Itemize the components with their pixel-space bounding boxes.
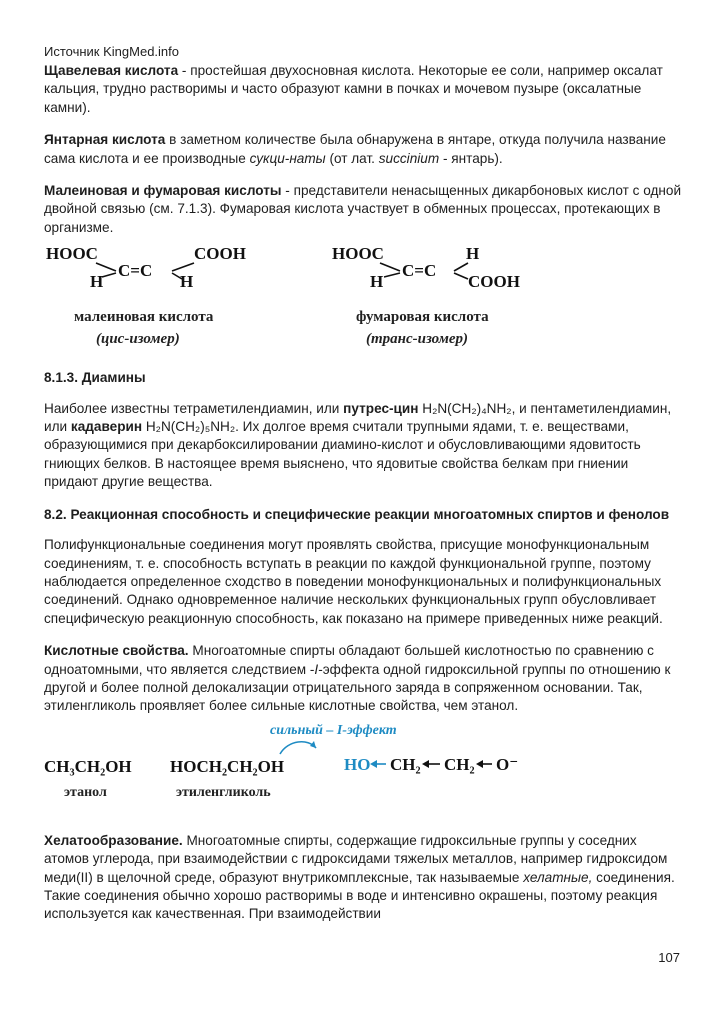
ethanol-formula: CH₃CH₂OH (44, 756, 132, 776)
maleic-hooc: HOOC (46, 244, 98, 264)
figure-acidity (44, 724, 684, 820)
text-succinic-1: в заметном количестве была обнаружена в янтаре, откуда получила название сама кислота и ее производные (44, 132, 666, 166)
term-oxalic: Щавелевая кислота (44, 63, 179, 78)
text-chelation-2: соединения. Такие соединения обычно хорошо растворимы в воде и интенсивно окрашены, поэтому реакция используется как качественная. При взаимодействии (44, 869, 675, 922)
glycol-formula: HOCH₂CH₂OH (170, 756, 285, 776)
figure-maleic-fumaric (44, 241, 684, 359)
maleic-h-left: H (90, 272, 104, 292)
term-acidic: Кислотные свойства. (44, 643, 189, 659)
text-acidic-1: Многоатомные спирты обладают большей кислотностью по сравнению с одноатомными, что является следствием - (44, 643, 654, 677)
oxy-anion: O⁻ (496, 754, 519, 774)
fumaric-hooc: HOOC (332, 244, 384, 264)
paragraph-polyfunctional: Полифункциональные соединения могут проявлять свойства, присущие монофункциональным соединениям, т. е. способность вступать в реакции по каждой функциональной группе, поэтому наблюдается определенное сходство в поведении монофункциональных и полифункциональных соединений. Однако одновременное наличие нескольких функциональных групп обусловливает специфическую реакционную способность, как показано на примере приведенных ниже реакций. (44, 537, 663, 626)
page-content (44, 44, 684, 938)
acidity-svg (44, 724, 684, 820)
italic-i: I (314, 661, 319, 677)
ethanol-name: этанол (64, 784, 107, 800)
paragraph-chelation (44, 832, 684, 924)
maleic-center: C=C (118, 261, 153, 281)
source-line: Источник KingMed.info (44, 44, 179, 59)
section-reactivity: 8.2. Реакционная способность и специфические реакции многоатомных спиртов и фенолов (44, 506, 670, 522)
text-chelation-1: Многоатомные спирты, содержащие гидроксильные группы у соседних атомов углерода, при взаимодействии с гидроксидами тяжелых металлов, например гидроксидом меди(II) в щелочной среде, образуют внутрикомплексные, так называемые (44, 832, 668, 885)
ch2-second: CH₂ (444, 754, 475, 774)
text-diamines-3: H₂N(CH₂)₅NH₂. Их долгое время считали трупными ядами, т. е. веществами, образующимися при декарбоксилировании диамино-кислот и обусловливающими ядовитость гниющих белков. В настоящее время выяснено, что ядовитые свойства белкам при гниении придают другие вещества. (44, 419, 641, 490)
text-acidic-2: -эффекта одной гидроксильной группы по отношению к другой и более полной делокализации отрицательного заряда в сопряженном основании. Так, этиленгликоль проявляет более сильные кислотные свойства, чем этанол. (44, 661, 671, 714)
text-diamines-1: Наиболее известны тетраметилендиамин, или (44, 400, 344, 416)
text-succinic-3: - янтарь). (439, 150, 503, 166)
italic-succinium: succinium (378, 150, 440, 166)
fumaric-isomer: (транс-изомер) (366, 331, 468, 348)
italic-chelate: хелатные, (523, 869, 593, 885)
maleic-h-right: H (180, 272, 194, 292)
section-diamines: 8.1.3. Диамины (44, 370, 146, 386)
glycol-name: этиленгликоль (176, 784, 271, 800)
ho-group: HO (344, 754, 371, 774)
maleic-cooh: COOH (194, 244, 246, 264)
term-maleic-fumaric: Малеиновая и фумаровая кислоты (44, 183, 282, 199)
fumaric-h-left: H (370, 272, 384, 292)
fumaric-name: фумаровая кислота (356, 309, 489, 326)
text-diamines-2: H₂N(CH₂)₄NH₂, и пентаметилендиамин, или (44, 400, 672, 435)
paragraph-succinic (44, 131, 684, 168)
text-succinic-2: (от лат. (325, 150, 379, 166)
term-succinic: Янтарная кислота (44, 132, 166, 148)
term-chelation: Хелатообразование. (44, 832, 183, 848)
page-number: 107 (658, 950, 680, 965)
fumaric-cooh: COOH (468, 272, 520, 292)
paragraph-oxalic (44, 62, 684, 117)
maleic-isomer: (цис-изомер) (96, 331, 180, 348)
effect-label: сильный – I-эффект (270, 723, 397, 738)
structures-svg (44, 241, 684, 359)
term-cadaverine: кадаверин (70, 419, 143, 435)
ch2-first: CH₂ (390, 754, 421, 774)
paragraph-diamines (44, 400, 684, 492)
text-maleic-fumaric: - представители ненасыщенных дикарбоновых кислот с одной двойной связью (см. 7.1.3). Фумаровая кислота участвует в обменных процессах, протекающих в организме. (44, 183, 682, 235)
fumaric-h-top: H (466, 244, 480, 264)
paragraph-maleic-fumaric (44, 182, 684, 237)
italic-succinates: сукци-наты (249, 150, 326, 166)
maleic-name: малеиновая кислота (74, 309, 214, 326)
paragraph-acidic (44, 642, 684, 716)
fumaric-center: C=C (402, 261, 437, 281)
text-oxalic: - простейшая двухосновная кислота. Некоторые ее соли, например оксалат кальция, трудно растворимы и часто образуют камни в почках и мочевом пузыре (оксалатные камни). (44, 63, 663, 115)
term-putrescine: путрес-цин (343, 400, 419, 416)
